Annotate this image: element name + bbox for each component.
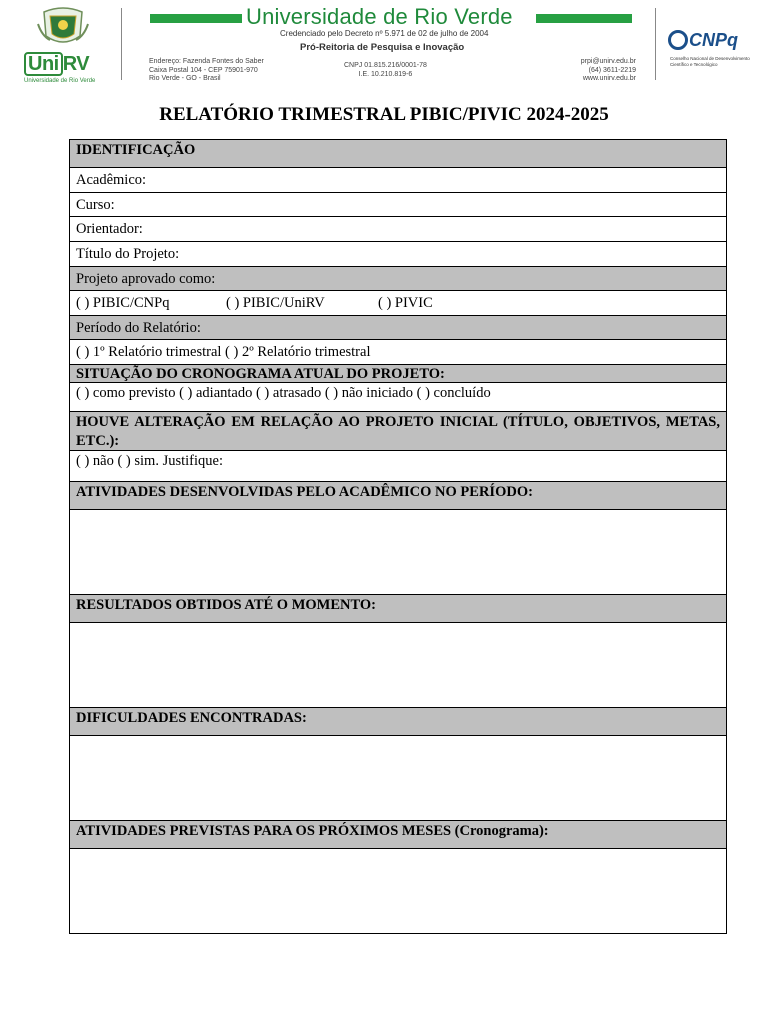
letterhead	[0, 0, 768, 92]
periodo-opcoes[interactable]: ( ) 1º Relatório trimestral ( ) 2º Relatório trimestral	[70, 340, 726, 365]
field-orientador[interactable]: Orientador:	[70, 217, 726, 242]
contact-website[interactable]: www.unirv.edu.br	[582, 75, 636, 82]
address-block: Endereço: Fazenda Fontes do Saber Caixa Postal 104 - CEP 75901-970 Rio Verde - GO - Brasil	[149, 58, 264, 82]
university-name: Universidade de Rio Verde	[246, 4, 513, 29]
unirv-logo: Uni RV	[24, 52, 89, 76]
field-academico[interactable]: Acadêmico:	[70, 168, 726, 193]
section-alteracao: HOUVE ALTERAÇÃO EM RELAÇÃO AO PROJETO INICIAL (TÍTULO, OBJETIVOS, METAS, ETC.):	[70, 412, 726, 451]
previstas-answer-area[interactable]	[70, 849, 726, 933]
university-crest-icon	[36, 6, 90, 48]
field-periodo: Período do Relatório:	[70, 316, 726, 340]
dificuldades-answer-area[interactable]	[70, 736, 726, 821]
projeto-opcoes	[70, 291, 726, 316]
contact-block	[556, 58, 636, 84]
alteracao-opcoes[interactable]: ( ) não ( ) sim. Justifique:	[70, 451, 726, 482]
decree-text: Credenciado pelo Decreto nº 5.971 de 02 de julho de 2004	[280, 29, 489, 38]
report-form	[69, 139, 727, 934]
cnpq-caption: Conselho Nacional de Desenvolvimento Científico e Tecnológico	[670, 56, 750, 67]
cnpq-logo: CNPq	[668, 30, 738, 51]
option-pibic-cnpq[interactable]: ( ) PIBIC/CNPq	[76, 295, 170, 311]
office-name: Pró-Reitoria de Pesquisa e Inovação	[300, 42, 465, 53]
header-divider-left	[121, 8, 122, 80]
green-bar-left	[150, 14, 242, 23]
section-previstas: ATIVIDADES PREVISTAS PARA OS PRÓXIMOS MESES (Cronograma):	[70, 821, 726, 849]
contact-phone: (64) 3611-2219	[588, 66, 636, 74]
section-atividades: ATIVIDADES DESENVOLVIDAS PELO ACADÊMICO NO PERÍODO:	[70, 482, 726, 510]
unirv-logo-caption: Universidade de Rio Verde	[24, 78, 96, 84]
section-resultados: RESULTADOS OBTIDOS ATÉ O MOMENTO:	[70, 595, 726, 623]
section-identificacao: IDENTIFICAÇÃO	[70, 140, 726, 168]
atividades-answer-area[interactable]	[70, 510, 726, 595]
section-situacao: SITUAÇÃO DO CRONOGRAMA ATUAL DO PROJETO:	[70, 365, 726, 383]
option-pivic[interactable]: ( ) PIVIC	[378, 295, 433, 311]
resultados-answer-area[interactable]	[70, 623, 726, 708]
green-bar-right	[536, 14, 632, 23]
document-title: RELATÓRIO TRIMESTRAL PIBIC/PIVIC 2024-2025	[159, 104, 609, 125]
field-titulo-projeto[interactable]: Título do Projeto:	[70, 242, 726, 267]
field-curso[interactable]: Curso:	[70, 193, 726, 217]
option-pibic-unirv[interactable]: ( ) PIBIC/UniRV	[226, 295, 325, 311]
cnpj-block: CNPJ 01.815.216/0001-78 I.E. 10.210.819-6	[344, 62, 427, 78]
contact-email[interactable]: prpi@unirv.edu.br	[580, 58, 636, 65]
situacao-opcoes[interactable]: ( ) como previsto ( ) adiantado ( ) atrasado ( ) não iniciado ( ) concluído	[70, 383, 726, 412]
header-divider-right	[655, 8, 656, 80]
section-dificuldades: DIFICULDADES ENCONTRADAS:	[70, 708, 726, 736]
field-projeto-aprovado: Projeto aprovado como:	[70, 267, 726, 291]
cnpq-mark-icon	[668, 30, 688, 50]
